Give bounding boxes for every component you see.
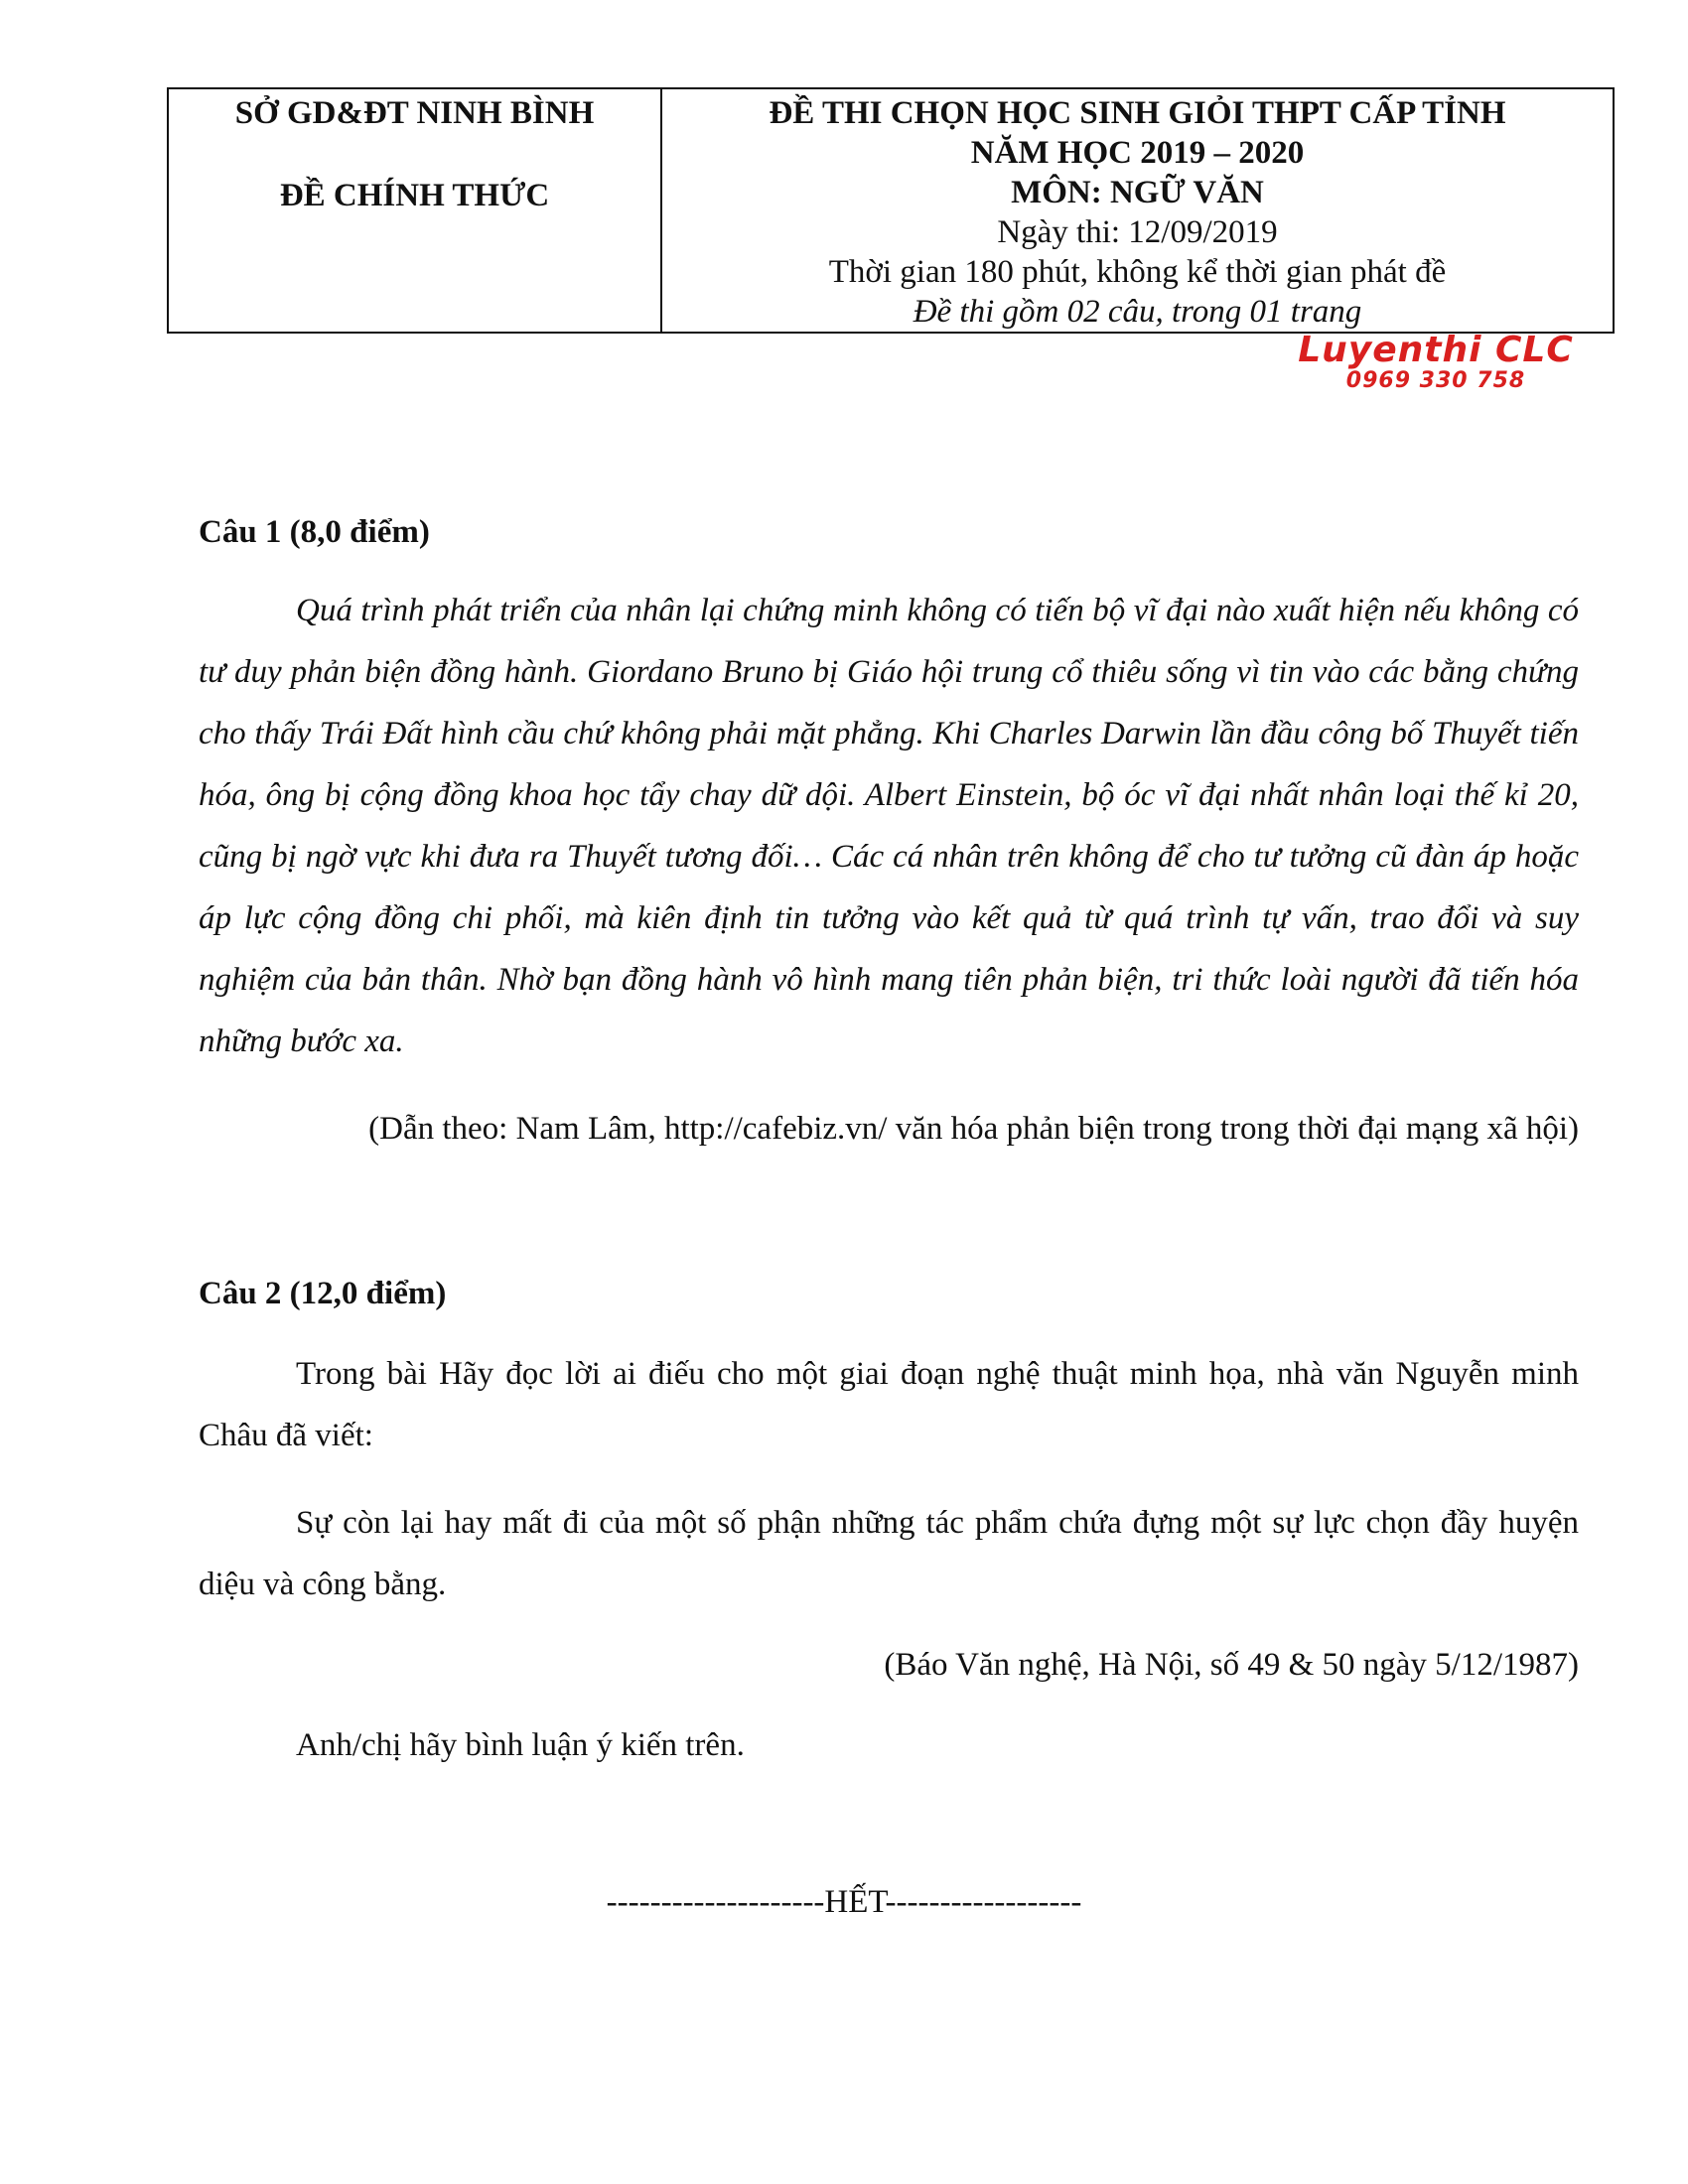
question-2-task: Anh/chị hãy bình luận ý kiến trên. [296, 1727, 745, 1763]
question-2-quote: Sự còn lại hay mất đi của một số phận những tác phẩm chứa đựng một sự lực chọn đầy huyện diệu và công bằng. [199, 1505, 1579, 1602]
logo-name: Luyenthi CLC [1298, 330, 1574, 370]
header-right-cell [662, 89, 1613, 332]
exam-title: ĐỀ THI CHỌN HỌC SINH GIỎI THPT CẤP TỈNH [769, 95, 1506, 131]
question-1-heading: Câu 1 (8,0 điểm) [199, 514, 430, 550]
logo-phone: 0969 330 758 [1345, 368, 1526, 393]
exam-date: Ngày thi: 12/09/2019 [997, 214, 1278, 250]
header-table [167, 87, 1615, 334]
question-2-intro: Trong bài Hãy đọc lời ai điếu cho một giai đoạn nghệ thuật minh họa, nhà văn Nguyễn minh Châu đã viết: [199, 1356, 1579, 1453]
exam-page-note: Đề thi gồm 02 câu, trong 01 trang [913, 294, 1362, 330]
department-name: SỞ GD&ĐT NINH BÌNH [234, 95, 595, 131]
school-year: NĂM HỌC 2019 – 2020 [970, 135, 1305, 171]
question-1-source: (Dẫn theo: Nam Lâm, http://cafebiz.vn/ văn hóa phản biện trong trong thời đại mạng xã hội) [368, 1111, 1579, 1147]
end-marker: --------------------HẾT------------------ [606, 1884, 1082, 1920]
question-2-heading: Câu 2 (12,0 điểm) [199, 1276, 447, 1311]
question-2-source: (Báo Văn nghệ, Hà Nội, số 49 & 50 ngày 5/12/1987) [884, 1647, 1579, 1683]
question-1-passage: Quá trình phát triển của nhân lại chứng minh không có tiến bộ vĩ đại nào xuất hiện nếu không có tư duy phản biện đồng hành. Giordano Bruno bị Giáo hội trung cổ thiêu sống vì tin vào các bằng chứng cho thấy Trái Đất hình cầu chứ không phải mặt phẳng. Khi Charles Darwin lần đầu công bố Thuyết tiến hóa, ông bị cộng đồng khoa học tẩy chay dữ dội. Albert Einstein, bộ óc vĩ đại nhất nhân loại thế kỉ 20, cũng bị ngờ vực khi đưa ra Thuyết tương đối… Các cá nhân trên không để cho tư tưởng cũ đàn áp hoặc áp lực cộng đồng chi phối, mà kiên định tin tưởng vào kết quả từ quá trình tự vấn, trao đổi và suy nghiệm của bản thân. Nhờ bạn đồng hành vô hình mang tiên phản biện, tri thức loài người đã tiến hóa những bước xa. [199, 593, 1579, 1059]
exam-duration: Thời gian 180 phút, không kể thời gian phát đề [828, 254, 1447, 290]
header-left-cell [169, 89, 662, 332]
official-exam-label: ĐỀ CHÍNH THỨC [279, 178, 550, 213]
subject: MÔN: NGỮ VĂN [1011, 175, 1264, 210]
watermark-logo [1277, 332, 1595, 401]
